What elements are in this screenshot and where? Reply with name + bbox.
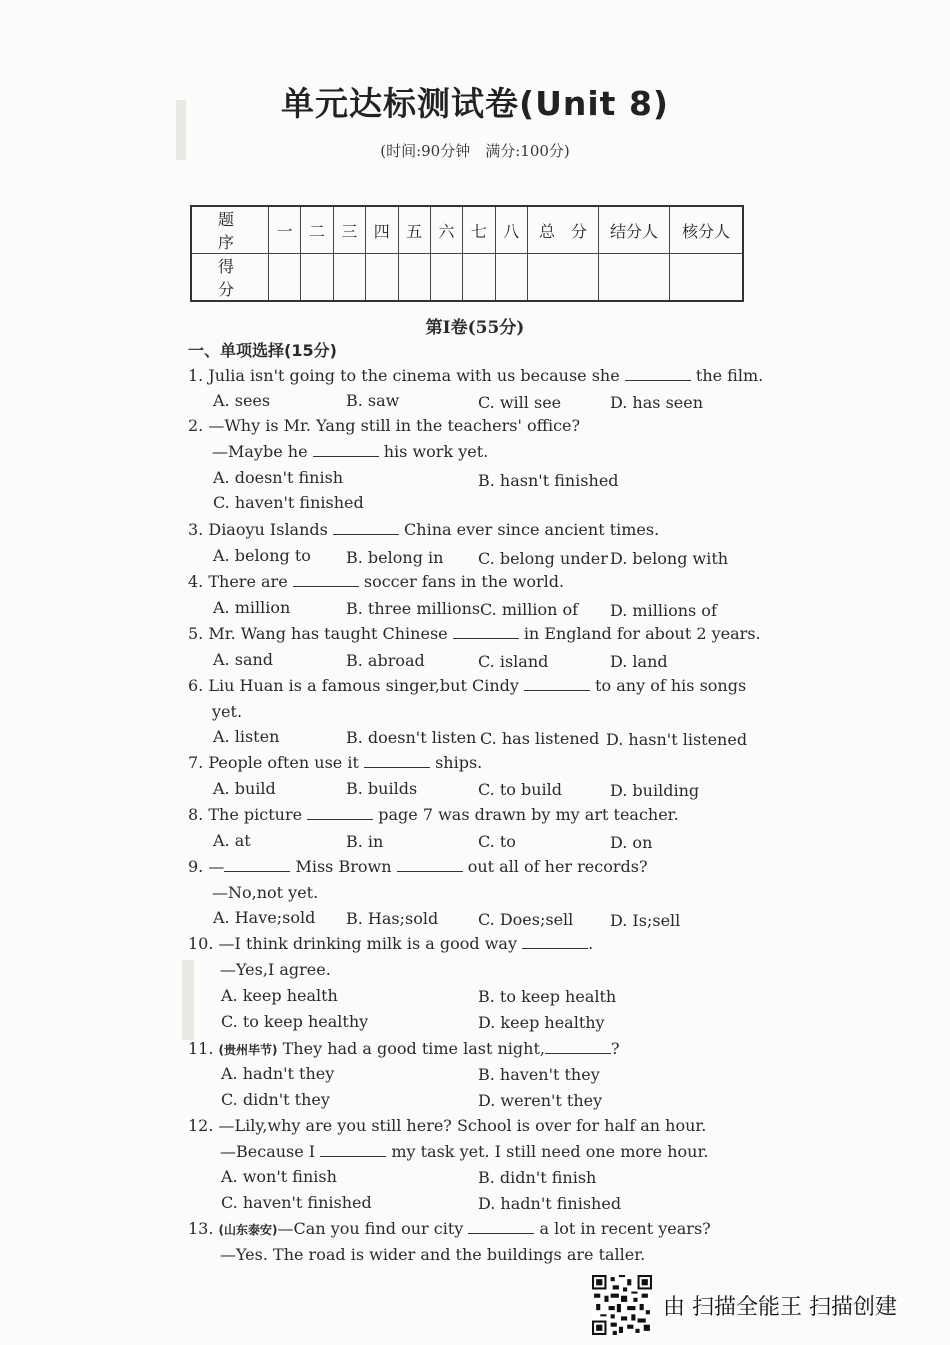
question-text: a lot in recent years? (539, 1219, 711, 1238)
option-b[interactable]: B. belong in (346, 548, 444, 567)
score-cell: 一 (269, 206, 301, 254)
option-a[interactable]: A. hadn't they (221, 1064, 335, 1083)
option-a[interactable]: A. doesn't finish (213, 468, 344, 487)
question-text: —Maybe he (212, 442, 308, 461)
question-text: soccer fans in the world. (363, 572, 565, 591)
score-cell: 六 (430, 206, 462, 254)
question-number: 5. (188, 624, 204, 643)
section-title: 一、单项选择(15分) (188, 341, 337, 360)
question-text: to any of his songs (595, 676, 747, 695)
answer-blank[interactable] (313, 442, 379, 457)
option-c[interactable]: C. belong under (478, 549, 608, 568)
score-input-cell[interactable] (670, 254, 744, 302)
option-d[interactable]: D. building (610, 781, 700, 800)
question-11 (188, 1039, 620, 1058)
score-cell: 得 分 (191, 254, 269, 302)
option-c[interactable]: C. haven't finished (213, 493, 364, 512)
score-cell: 七 (463, 206, 495, 254)
option-d[interactable]: D. belong with (610, 549, 729, 568)
score-input-cell[interactable] (430, 254, 462, 302)
option-a[interactable]: A. Have;sold (213, 908, 316, 927)
question-10 (188, 934, 593, 953)
bleed-mark (182, 960, 194, 1040)
option-a[interactable]: A. keep health (221, 986, 338, 1005)
question-number: 6. (188, 676, 204, 695)
option-b[interactable]: B. Has;sold (346, 909, 439, 928)
question-number: 8. (188, 805, 204, 824)
answer-blank[interactable] (293, 572, 359, 587)
option-c[interactable]: C. Does;sell (478, 910, 574, 929)
question-number: 10. (188, 934, 214, 953)
question-text: Julia isn't going to the cinema with us because she (208, 366, 620, 385)
question-2 (188, 416, 580, 435)
question-text: ? (610, 1039, 620, 1058)
option-b[interactable]: B. saw (346, 391, 400, 410)
question-text: People often use it (208, 753, 359, 772)
question-13 (188, 1219, 711, 1238)
question-text: —I think drinking milk is a good way (218, 934, 517, 953)
option-d[interactable]: D. has seen (610, 393, 704, 412)
option-b[interactable]: B. to keep health (478, 987, 617, 1006)
option-c[interactable]: C. million of (480, 600, 579, 619)
answer-blank[interactable] (453, 624, 519, 639)
question-text: his work yet. (383, 442, 489, 461)
question-number: 4. (188, 572, 204, 591)
answer-blank[interactable] (522, 934, 588, 949)
question-text: —Can you find our city (277, 1219, 464, 1238)
score-cell: 四 (366, 206, 398, 254)
score-input-cell[interactable] (528, 254, 599, 302)
question-source: (贵州毕节) (218, 1043, 278, 1057)
option-b[interactable]: B. haven't they (478, 1065, 600, 1084)
option-b[interactable]: B. in (346, 832, 384, 851)
option-d[interactable]: D. hasn't listened (606, 730, 748, 749)
question-text: China ever since ancient times. (404, 520, 660, 539)
question-text: —Why is Mr. Yang still in the teachers' office? (208, 416, 581, 435)
answer-blank[interactable] (224, 857, 290, 872)
question-number: 3. (188, 520, 204, 539)
question-4 (188, 572, 564, 591)
question-text: the film. (695, 366, 764, 385)
option-c[interactable]: C. island (478, 652, 549, 671)
answer-blank[interactable] (320, 1142, 386, 1157)
question-number: 1. (188, 366, 204, 385)
score-table-value-row (191, 254, 743, 302)
option-c[interactable]: C. has listened (480, 729, 600, 748)
score-input-cell[interactable] (599, 254, 670, 302)
option-b[interactable]: B. hasn't finished (478, 471, 619, 490)
question-number: 7. (188, 753, 204, 772)
score-input-cell[interactable] (333, 254, 365, 302)
question-text: Liu Huan is a famous singer,but Cindy (208, 676, 519, 695)
option-b[interactable]: B. abroad (346, 651, 425, 670)
question-text: Miss Brown (295, 857, 392, 876)
option-d[interactable]: D. land (610, 652, 668, 671)
option-c[interactable]: C. didn't they (221, 1090, 330, 1109)
option-c[interactable]: C. to (478, 832, 516, 851)
question-number: 2. (188, 416, 204, 435)
option-a[interactable]: A. sees (213, 391, 271, 410)
question-text: my task yet. I still need one more hour. (391, 1142, 709, 1161)
question-7 (188, 753, 482, 772)
answer-blank[interactable] (397, 857, 463, 872)
question-text: —Because I (220, 1142, 316, 1161)
score-cell: 八 (495, 206, 527, 254)
question-9 (188, 857, 648, 876)
option-c[interactable]: C. will see (478, 393, 562, 412)
score-input-cell[interactable] (463, 254, 495, 302)
score-input-cell[interactable] (495, 254, 527, 302)
score-cell: 二 (301, 206, 333, 254)
score-table (190, 205, 744, 302)
question-text: out all of her records? (467, 857, 648, 876)
question-8 (188, 805, 679, 824)
answer-blank[interactable] (468, 1219, 534, 1234)
option-a[interactable]: A. million (213, 598, 291, 617)
option-c[interactable]: C. haven't finished (221, 1193, 372, 1212)
question-text: . (588, 934, 594, 953)
question-text: —Yes,I agree. (220, 960, 331, 979)
answer-blank[interactable] (625, 366, 691, 381)
option-d[interactable]: D. on (610, 833, 653, 852)
question-1 (188, 366, 763, 385)
question-text: They had a good time last night, (282, 1039, 545, 1058)
option-d[interactable]: D. Is;sell (610, 911, 681, 930)
question-text: page 7 was drawn by my art teacher. (378, 805, 679, 824)
question-number: 9. (188, 857, 204, 876)
option-a[interactable]: A. listen (213, 727, 280, 746)
question-3 (188, 520, 659, 539)
option-c[interactable]: C. to keep healthy (221, 1012, 369, 1031)
qr-code-icon (592, 1275, 652, 1335)
option-b[interactable]: B. didn't finish (478, 1168, 597, 1187)
option-b[interactable]: B. three millions (346, 599, 481, 618)
score-cell: 题 序 (191, 206, 269, 254)
option-d[interactable]: D. weren't they (478, 1091, 603, 1110)
question-text: The picture (208, 805, 303, 824)
option-d[interactable]: D. millions of (610, 601, 717, 620)
question-6 (188, 676, 746, 695)
question-number: 11. (188, 1039, 214, 1058)
option-a[interactable]: A. build (213, 779, 276, 798)
option-d[interactable]: D. hadn't finished (478, 1194, 622, 1213)
question-text: yet. (212, 702, 243, 721)
question-text: —Yes. The road is wider and the buildings are taller. (220, 1245, 646, 1264)
scanner-watermark: 由 扫描全能王 扫描创建 (663, 1295, 897, 1320)
score-input-cell[interactable] (301, 254, 333, 302)
score-cell: 五 (398, 206, 430, 254)
question-text: Diaoyu Islands (208, 520, 328, 539)
question-number: 13. (188, 1219, 214, 1238)
question-number: 12. (188, 1116, 214, 1135)
option-a[interactable]: A. sand (213, 650, 274, 669)
question-text: Mr. Wang has taught Chinese (208, 624, 448, 643)
option-a[interactable]: A. belong to (213, 546, 311, 565)
page-title: 单元达标测试卷(Unit 8) (281, 84, 669, 123)
score-input-cell[interactable] (366, 254, 398, 302)
question-text: ships. (435, 753, 483, 772)
question-text: —Lily,why are you still here? School is over for half an hour. (218, 1116, 707, 1135)
question-text: There are (208, 572, 288, 591)
answer-blank[interactable] (545, 1039, 611, 1054)
question-source: (山东泰安) (218, 1223, 278, 1237)
part-title: 第Ⅰ卷(55分) (425, 318, 525, 338)
question-12 (188, 1116, 706, 1135)
score-cell: 三 (333, 206, 365, 254)
option-c[interactable]: C. to build (478, 780, 563, 799)
question-text: —No,not yet. (212, 883, 319, 902)
option-d[interactable]: D. keep healthy (478, 1013, 605, 1032)
time-score-info: (时间:90分钟 满分:100分) (380, 142, 570, 160)
answer-blank[interactable] (333, 520, 399, 535)
option-a[interactable]: A. at (213, 831, 251, 850)
option-b[interactable]: B. doesn't listen (346, 728, 477, 747)
answer-blank[interactable] (364, 753, 430, 768)
option-a[interactable]: A. won't finish (221, 1167, 337, 1186)
answer-blank[interactable] (524, 676, 590, 691)
score-input-cell[interactable] (398, 254, 430, 302)
score-cell: 结分人 (599, 206, 670, 254)
question-12-line2 (220, 1142, 708, 1161)
score-table-header-row (191, 206, 743, 254)
option-b[interactable]: B. builds (346, 779, 418, 798)
score-cell: 核分人 (670, 206, 744, 254)
question-text: in England for about 2 years. (523, 624, 761, 643)
answer-blank[interactable] (307, 805, 373, 820)
question-text: — (208, 857, 225, 876)
question-2-line2 (212, 442, 488, 461)
score-cell: 总 分 (528, 206, 599, 254)
question-5 (188, 624, 761, 643)
